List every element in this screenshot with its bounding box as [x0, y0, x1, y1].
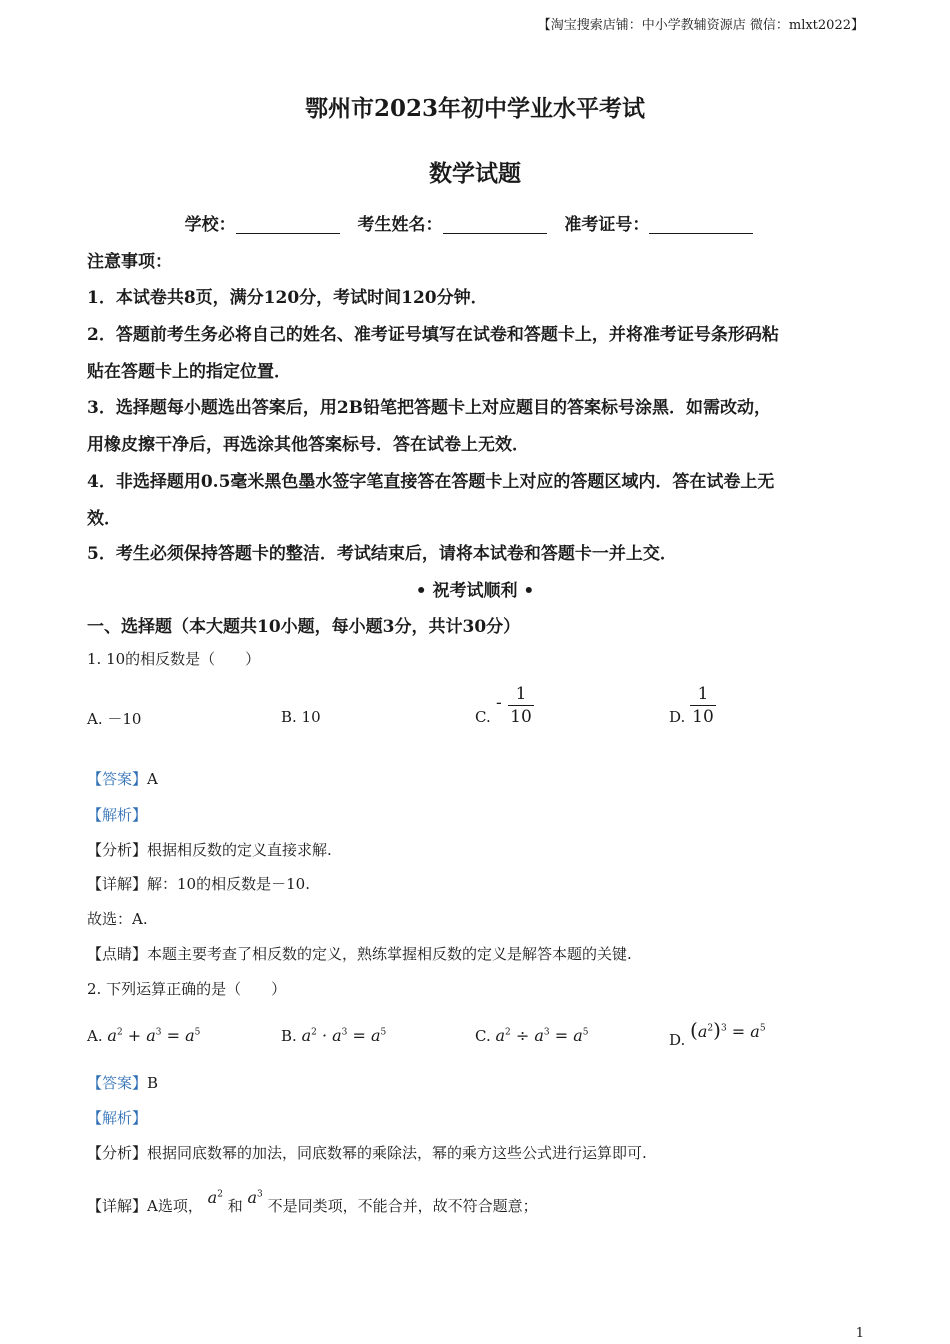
- q1-option-c-fraction: [508, 683, 534, 728]
- q1-choose: 故选：A.: [87, 910, 148, 928]
- q2-fenxi-tag: 【分析】: [87, 1144, 148, 1162]
- wish-line: • 祝考试顺利 •: [415, 581, 535, 601]
- q1-c-denominator: 10: [510, 707, 532, 727]
- student-info-line: [0, 210, 950, 235]
- q2-xiangjie-tag: 【详解】: [87, 1197, 148, 1215]
- q2-xiangjie-a3: $a^3$: [247, 1188, 263, 1207]
- q1-fenxi-text: 根据相反数的定义直接求解.: [147, 841, 332, 859]
- exam-subtitle: 数学试题: [429, 160, 521, 187]
- q2-xiangjie-and: 和: [227, 1197, 243, 1215]
- q2-option-a: [87, 1026, 200, 1045]
- notice-item-4a: 4．非选择题用0.5毫米黑色墨水签字笔直接答在答题卡上对应的答题区域内．答在试卷上无: [87, 472, 775, 492]
- q2-option-d-label: D.: [669, 1031, 686, 1049]
- notice-item-2a: 2．答题前考生务必将自己的姓名、准考证号填写在试卷和答题卡上，并将准考证号条形码粘: [87, 325, 779, 345]
- q2-answer-tag: 【答案】: [87, 1074, 148, 1092]
- q2-option-c: [475, 1026, 589, 1045]
- q1-option-d-fraction: [690, 683, 716, 728]
- q2-answer-value: B: [147, 1074, 159, 1092]
- q1-fenxi: [87, 839, 332, 860]
- notice-item-4b: 效．: [87, 509, 121, 529]
- q2-xiangjie-a2: $a^2$: [207, 1188, 223, 1207]
- q1-option-a: A. －10: [87, 710, 142, 728]
- exam-title: 鄂州市2023年初中学业水平考试: [304, 95, 645, 122]
- name-blank: [443, 215, 547, 234]
- q1-dianjing-tag: 【点睛】: [87, 945, 148, 963]
- q1-option-c-label: C.: [475, 708, 491, 726]
- q2-option-b-formula: $a^2 \cdot a^3 = a^5$: [301, 1026, 387, 1045]
- q1-dianjing: [87, 943, 632, 964]
- q1-answer: [87, 768, 158, 789]
- shop-note: 【淘宝搜索店铺：中小学教辅资源店 微信：mlxt2022】: [537, 18, 864, 33]
- q2-xiangjie: [87, 1188, 538, 1216]
- page-number: 1: [855, 1326, 864, 1341]
- exam-no-label: 准考证号：: [564, 215, 650, 235]
- q2-xiangjie-pre: A选项，: [147, 1197, 203, 1215]
- q1-d-numerator: 1: [690, 683, 716, 706]
- q1-c-numerator: 1: [508, 683, 534, 706]
- q2-option-b-label: B.: [281, 1027, 297, 1045]
- notice-heading: 注意事项：: [87, 252, 172, 272]
- q1-analysis-tag: 【解析】: [87, 806, 148, 824]
- question-1-stem: 1. 10的相反数是（ ）: [87, 650, 261, 668]
- notice-item-2b: 贴在答题卡上的指定位置．: [87, 362, 291, 382]
- section-heading: 一、选择题（本大题共10小题，每小题3分，共计30分）: [87, 617, 521, 637]
- q2-option-c-formula: $a^2 \div a^3 = a^5$: [495, 1026, 589, 1045]
- notice-item-3a: 3．选择题每小题选出答案后，用2B铅笔把答题卡上对应题目的答案标号涂黑．如需改动，: [87, 398, 772, 418]
- exam-no-blank: [649, 215, 753, 234]
- q1-option-b: B. 10: [281, 708, 321, 726]
- q2-option-d-formula: $(a^2)^3 = a^5$: [690, 1018, 766, 1042]
- q2-xiangjie-post: 不是同类项，不能合并，故不符合题意；: [267, 1197, 538, 1215]
- q2-fenxi-text: 根据同底数幂的加法，同底数幂的乘除法，幂的乘方这些公式进行运算即可.: [147, 1144, 647, 1162]
- q1-option-c-sign: -: [496, 693, 502, 713]
- q1-answer-tag: 【答案】: [87, 770, 148, 788]
- q1-answer-value: A: [147, 770, 158, 788]
- notice-item-3b: 用橡皮擦干净后，再选涂其他答案标号．答在试卷上无效．: [87, 435, 529, 455]
- notice-item-1: 1．本试卷共8页，满分120分，考试时间120分钟．: [87, 288, 488, 308]
- school-label: 学校：: [184, 215, 236, 235]
- notice-item-5: 5．考生必须保持答题卡的整洁．考试结束后，请将本试卷和答题卡一并上交．: [87, 544, 677, 564]
- q1-xiangjie-text: 解：10的相反数是－10.: [147, 875, 310, 893]
- q2-option-c-label: C.: [475, 1027, 491, 1045]
- q1-xiangjie-tag: 【详解】: [87, 875, 148, 893]
- question-2-stem: 2. 下列运算正确的是（ ）: [87, 980, 287, 998]
- school-blank: [236, 215, 340, 234]
- q1-dianjing-text: 本题主要考查了相反数的定义，熟练掌握相反数的定义是解答本题的关键.: [147, 945, 632, 963]
- q1-option-d-label: D.: [669, 708, 686, 726]
- name-label: 考生姓名：: [357, 215, 443, 235]
- q2-option-d: [669, 1018, 766, 1049]
- q1-xiangjie: [87, 873, 310, 894]
- q1-fenxi-tag: 【分析】: [87, 841, 148, 859]
- q2-answer: [87, 1072, 158, 1093]
- q1-d-denominator: 10: [692, 707, 714, 727]
- q2-option-b: [281, 1026, 386, 1045]
- q2-option-a-formula: $a^2 + a^3 = a^5$: [107, 1026, 201, 1045]
- q2-option-a-label: A.: [87, 1027, 103, 1045]
- q2-analysis-tag: 【解析】: [87, 1109, 148, 1127]
- q2-fenxi: [87, 1142, 647, 1163]
